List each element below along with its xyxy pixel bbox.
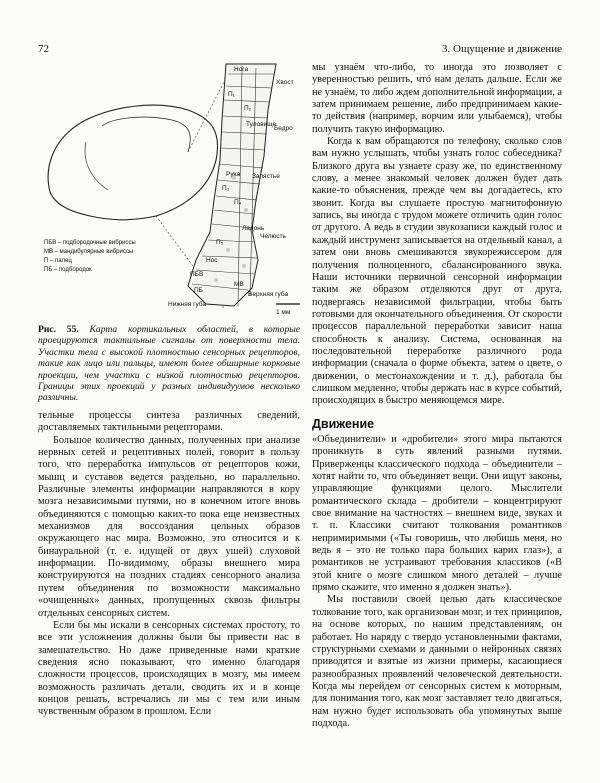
projection-line bbox=[188, 78, 226, 152]
label-tail: Хвост bbox=[276, 79, 294, 86]
label-wrist: Запястье bbox=[252, 173, 280, 180]
figure-caption bbox=[38, 324, 300, 404]
right-column-bottom bbox=[312, 434, 562, 730]
label-p3: П₃ bbox=[222, 185, 230, 192]
label-thigh: Бедро bbox=[274, 125, 293, 132]
brain-outline bbox=[48, 105, 217, 220]
cortical-map-figure bbox=[38, 60, 306, 322]
label-hand: Рука bbox=[226, 171, 241, 178]
paragraph: «Объединители» и «дробители» этого мира пытаются проникнуть в суть явлений разными путями. Приверженцы классического подхода – объединители – хотят найти то, что объединяет вещи. Они ищут законы, управляющие функциями целого. Мыслители романтического склада – дробители – концентрируют свое внимание на частностях – внешнем виде, звуках и т. п. Классики считают толкования романтиков непримиримыми («Ты говоришь, что любишь меня, но ведь я – это не только пара больших карих глаз»), а романтиков не устраивают требования классиков («В этой книге о мозге слишком много деталей – лучше прямо скажите, что именно я должен знать»). bbox=[312, 434, 562, 594]
label-jaw: Челюсть bbox=[260, 233, 287, 240]
label-foot: Нога bbox=[234, 66, 249, 73]
paragraph: тельные процессы синтеза различных сведений, доставляемых тактильными рецепторами. bbox=[38, 410, 300, 434]
label-p5: П₅ bbox=[216, 239, 224, 246]
label-lower-lip: Нижняя губа bbox=[168, 301, 206, 308]
left-column bbox=[38, 410, 300, 719]
label-p4: П₄ bbox=[234, 199, 242, 206]
legend-item: ПБВ – подбородочные вибриссы bbox=[44, 240, 136, 246]
label-body: Туловище bbox=[246, 121, 277, 128]
caption-label: Рис. 55. bbox=[38, 324, 79, 335]
paragraph: Большое количество данных, полученных при анализе нервных сетей и рецептивных полей, говорит в пользу того, что переработка импульсов от рецепторов кожи, мышц и суставов ведется раздельно, но параллельно. Различные элементы информации направляются в кору мозга независимыми путями, но в конечном итоге вновь объединяются с помощью каких-то пока еще неизвестных механизмов для воссоздания цельных образов окружающего нас мира. Возможно, это относится и к бинауральной (т. е. идущей от двух ушей) слуховой информации. По-видимому, образы внешнего мира конструируются на поздних стадиях сенсорного анализа путем объединения по возможности максимально «очищенных» данных, пропущенных сквозь фильтры отдельных сенсорных систем. bbox=[38, 434, 300, 619]
legend-item: МВ – мандибулярные вибриссы bbox=[44, 249, 134, 255]
label-upper-lip: Верхняя губа bbox=[248, 291, 289, 298]
label-nose: Нос bbox=[206, 257, 218, 264]
section-title: Движение bbox=[312, 417, 375, 431]
paragraph: Когда к вам обращаются по телефону, сколько слов вам нужно услышать, чтобы узнать голос собеседника? Близкого друга вы узнаете сразу же, по единственному слову, а менее знакомый человек должен будет дать какие-то объяснения, прежде чем вы догадаетесь, кто звонит. Когда вы слушаете простую магнитофонную запись, вы иногда с трудом можете отличить один голос от другого. А ведь в студии звукозаписи каждый голос и каждый инструмент записывается на отдельный канал, а затем они вновь смешиваются звукорежиссером для получения полноценного, сбалансированного звука. Наши источники первичной сенсорной информации таким же образом отделяются друг от друга, подвергаясь независимой фильтрации, чтобы быть готовыми для окончательного объединения. От скорости процессов параллельной переработки зависит наша способность к анализу. Система, основанная на последовательной переработке различного рода информации (сначала о форме объекта, затем о цвете, о движении, о местонахождении и т. д.), работала бы слишком медленно, чтобы держать нас в курсе событий, происходящих в быстро меняющемся мире. bbox=[312, 136, 562, 407]
label-scale: 1 мм bbox=[276, 309, 291, 316]
legend-item: П – палец bbox=[44, 258, 72, 264]
label-pbv: ПБВ bbox=[190, 271, 204, 278]
label-p2: П₂ bbox=[244, 105, 252, 112]
legend-item: ПБ – подбородок bbox=[44, 267, 92, 273]
page-number: 72 bbox=[38, 43, 49, 55]
chapter-header: 3. Ощущение и движение bbox=[442, 43, 562, 55]
paragraph: Если бы мы искали в сенсорных системах простоту, то все эти усложнения должны были бы привести нас в замешательство. Но даже приведенные нами краткие сведения ясно показывают, что именно благодаря сложности процессов, происходящих в мозгу, мы имеем возможность различать детали, сводить их и в конце концов решать, встречались ли мы с тем или иным чувственным образом в прошлом. Если bbox=[38, 619, 300, 718]
label-p1: П₁ bbox=[228, 91, 235, 98]
caption-text: Карта кортикальных областей, в которые проецируются тактильные сигналы от поверхности тела. Участки тела с высокой плотностью сенсорных рецепторов, такие как лицо или пальцы, имеют более обширные корковые проекции, чем участки с низкой плотностью рецепторов. Границы этих проекций у разных индивидуумов несколько различны. bbox=[38, 324, 300, 404]
paragraph: Мы поставили своей целью дать классическое толкование того, как организован мозг, и тех принципов, на основе которых, по нашим представлениям, он работает. Но наряду с твердо установленными фактами, структурными схемами и данными о нейронных связях приводятся и взятые из жизни примеры, касающиеся разнообразных проявлений человеческой деятельности. Когда мы перейдем от сенсорных систем к моторным, для понимания того, как мозг заставляет тело двигаться, нам нужно будет использовать оба упомянутых выше подхода. bbox=[312, 594, 562, 729]
right-column-top bbox=[312, 62, 562, 408]
label-mv: МВ bbox=[234, 281, 244, 288]
label-pb: ПБ bbox=[194, 287, 203, 294]
paragraph: мы узнаём что-либо, то иногда это позволяет с уверенностью решить, чтó нам делать дальше. Если же не узнаём, то либо ждем дополнительной информации, а затем принимаем решение, либо предпринимаем какие-то действия (например, ворчим или улыбаемся), чтобы получить такую информацию. bbox=[312, 62, 562, 135]
label-palm: Ладонь bbox=[242, 225, 265, 232]
